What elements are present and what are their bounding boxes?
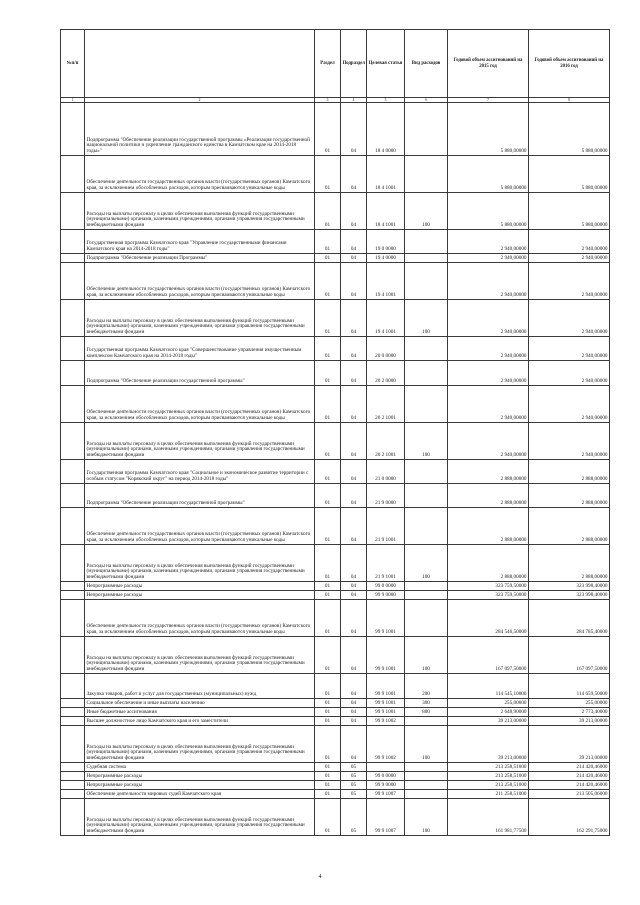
row-amount-2015: 161 981,77500	[448, 799, 529, 836]
row-name: Обеспечение деятельности мировых судей Камчатского края	[85, 790, 315, 799]
page-number: 4	[318, 874, 322, 880]
row-amount-2015: 5 880,00000	[448, 156, 529, 193]
row-expense-type: 300	[405, 699, 448, 708]
row-amount-2015: 2 940,00000	[448, 361, 529, 386]
row-amount-2015: 213 258,51000	[448, 763, 529, 772]
row-number	[61, 254, 85, 263]
table-row	[61, 103, 610, 156]
row-amount-2016: 2 940,00000	[529, 337, 610, 361]
row-number	[61, 799, 85, 836]
row-razdel: 01	[315, 484, 341, 508]
budget-table	[60, 29, 610, 836]
row-name: Непрограммные расходы	[85, 781, 315, 790]
row-razdel: 01	[315, 799, 341, 836]
row-target-article: 99 9 0000	[367, 781, 405, 790]
table-row	[61, 674, 610, 699]
row-name: Расходы на выплаты персоналу в целях обеспечения выполнения функций государственными (муниципальными) органами, казенными учреждениями, органами управления государственными внебюджетными фондами	[85, 637, 315, 674]
row-razdel: 01	[315, 263, 341, 300]
row-target-article: 99 9 1001	[367, 708, 405, 717]
row-podrazdel: 04	[341, 386, 367, 423]
row-name: Государственная программа Камчатского края "Управление государственными финансами Камчатского края на 2014-2018 годы"	[85, 230, 315, 254]
row-podrazdel: 04	[341, 674, 367, 699]
row-expense-type: 100	[405, 726, 448, 763]
row-name: Высшее должностное лицо Камчатского края и его заместители	[85, 717, 315, 726]
row-podrazdel: 05	[341, 763, 367, 772]
row-amount-2016: 2 940,00000	[529, 300, 610, 337]
row-name: Обеспечение деятельности государственных органов власти (государственных органов) Камчатского края, за исключением обособленных расходов, которым присваиваются уникальные коды	[85, 508, 315, 545]
row-amount-2015: 213 258,51000	[448, 781, 529, 790]
row-amount-2015: 2 940,00000	[448, 423, 529, 460]
header-expense-type: Вид расходов	[405, 30, 448, 98]
row-amount-2015: 323 759,50000	[448, 591, 529, 600]
row-podrazdel: 04	[341, 361, 367, 386]
row-expense-type: 800	[405, 708, 448, 717]
row-amount-2015: 2 940,00000	[448, 337, 529, 361]
row-name: Судебная система	[85, 763, 315, 772]
row-number	[61, 790, 85, 799]
row-podrazdel: 04	[341, 337, 367, 361]
row-amount-2015: 2 888,00000	[448, 545, 529, 582]
row-number	[61, 103, 85, 156]
row-target-article: 99 9 1001	[367, 600, 405, 637]
column-number: 7	[448, 98, 529, 103]
header-name	[85, 30, 315, 98]
row-podrazdel: 04	[341, 300, 367, 337]
row-amount-2015: 284 546,50000	[448, 600, 529, 637]
row-number	[61, 508, 85, 545]
row-expense-type	[405, 484, 448, 508]
row-amount-2016: 2 940,00000	[529, 361, 610, 386]
row-number	[61, 726, 85, 763]
row-razdel: 01	[315, 156, 341, 193]
table-row	[61, 763, 610, 772]
row-expense-type: 100	[405, 300, 448, 337]
table-row	[61, 799, 610, 836]
row-name: Обеспечение деятельности государственных органов власти (государственных органов) Камчатского края, за исключением обособленных расходов, которым присваиваются уникальные коды	[85, 263, 315, 300]
table-row	[61, 193, 610, 230]
row-target-article: 18 4 0000	[367, 103, 405, 156]
row-number	[61, 230, 85, 254]
row-amount-2016: 323 998,40000	[529, 582, 610, 591]
row-name: Расходы на выплаты персоналу в целях обеспечения выполнения функций государственными (муниципальными) органами, казенными учреждениями, органами управления государственными внебюджетными фондами	[85, 545, 315, 582]
row-amount-2016: 2 940,00000	[529, 254, 610, 263]
row-name: Подпрограмма "Обеспечение реализации государственной программы «Реализация государственной национальной политики и укрепление гражданского единства в Камчатском крае на 2014-2018 годы»"	[85, 103, 315, 156]
row-number	[61, 545, 85, 582]
row-expense-type: 100	[405, 545, 448, 582]
row-expense-type	[405, 772, 448, 781]
row-amount-2016: 214 420,46000	[529, 781, 610, 790]
row-name: Обеспечение деятельности государственных органов власти (государственных органов) Камчатского края, за исключением обособленных расходов, которым присваиваются уникальные коды	[85, 600, 315, 637]
row-name: Расходы на выплаты персоналу в целях обеспечения выполнения функций государственными (муниципальными) органами, казенными учреждениями, органами управления государственными внебюджетными фондами	[85, 300, 315, 337]
row-expense-type: 100	[405, 193, 448, 230]
row-razdel: 01	[315, 254, 341, 263]
row-number	[61, 600, 85, 637]
row-podrazdel: 04	[341, 193, 367, 230]
row-amount-2016: 5 880,00000	[529, 193, 610, 230]
row-amount-2015: 114 545,10000	[448, 674, 529, 699]
row-number	[61, 708, 85, 717]
column-number: 8	[529, 98, 610, 103]
row-target-article: 20 0 0000	[367, 337, 405, 361]
row-expense-type	[405, 600, 448, 637]
row-razdel: 01	[315, 772, 341, 781]
row-amount-2016: 2 940,00000	[529, 230, 610, 254]
column-number: 1	[61, 98, 85, 103]
header-target-article: Целевая статья	[367, 30, 405, 98]
row-razdel: 01	[315, 193, 341, 230]
row-expense-type	[405, 103, 448, 156]
row-number	[61, 591, 85, 600]
table-row	[61, 545, 610, 582]
row-podrazdel: 04	[341, 484, 367, 508]
table-row	[61, 772, 610, 781]
row-podrazdel: 05	[341, 772, 367, 781]
row-target-article: 20 2 1001	[367, 386, 405, 423]
column-number: 6	[405, 98, 448, 103]
row-name: Расходы на выплаты персоналу в целях обеспечения выполнения функций государственными (муниципальными) органами, казенными учреждениями, органами управления государственными внебюджетными фондами	[85, 726, 315, 763]
row-amount-2016: 114 659,50000	[529, 674, 610, 699]
row-razdel: 01	[315, 717, 341, 726]
row-razdel: 01	[315, 637, 341, 674]
row-amount-2016: 2 940,00000	[529, 386, 610, 423]
row-target-article: 21 9 0000	[367, 484, 405, 508]
row-number	[61, 781, 85, 790]
row-podrazdel: 04	[341, 591, 367, 600]
row-target-article: 99 9 1002	[367, 717, 405, 726]
table-row	[61, 361, 610, 386]
row-target-article: 99 9 1007	[367, 799, 405, 836]
row-razdel: 01	[315, 781, 341, 790]
row-number	[61, 637, 85, 674]
row-amount-2016: 284 785,40000	[529, 600, 610, 637]
row-expense-type	[405, 460, 448, 484]
row-expense-type	[405, 790, 448, 799]
row-expense-type: 100	[405, 637, 448, 674]
table-row	[61, 300, 610, 337]
row-amount-2015: 5 880,00000	[448, 103, 529, 156]
row-podrazdel: 04	[341, 717, 367, 726]
row-amount-2015: 2 940,00000	[448, 386, 529, 423]
row-razdel: 01	[315, 545, 341, 582]
row-number	[61, 156, 85, 193]
row-target-article: 19 0 0000	[367, 230, 405, 254]
row-target-article: 18 4 1001	[367, 156, 405, 193]
row-amount-2016: 2 888,00000	[529, 484, 610, 508]
table-row	[61, 790, 610, 799]
row-target-article: 99 9 0000	[367, 591, 405, 600]
row-expense-type	[405, 337, 448, 361]
row-amount-2016: 2 940,00000	[529, 263, 610, 300]
row-amount-2016: 2 888,00000	[529, 460, 610, 484]
row-amount-2016: 323 998,40000	[529, 591, 610, 600]
row-amount-2015: 323 759,50000	[448, 582, 529, 591]
row-target-article: 99 9 1001	[367, 637, 405, 674]
row-podrazdel: 04	[341, 637, 367, 674]
row-number	[61, 193, 85, 230]
row-podrazdel: 05	[341, 781, 367, 790]
row-number	[61, 484, 85, 508]
row-podrazdel: 04	[341, 600, 367, 637]
row-name: Подпрограмма "Обеспечение реализации государственной программы"	[85, 361, 315, 386]
row-name: Подпрограмма "Обеспечение реализации Программы"	[85, 254, 315, 263]
row-amount-2016: 255,00000	[529, 699, 610, 708]
row-amount-2016: 2 888,00000	[529, 545, 610, 582]
row-expense-type	[405, 763, 448, 772]
row-amount-2015: 167 097,50000	[448, 637, 529, 674]
row-amount-2015: 2 888,00000	[448, 508, 529, 545]
row-podrazdel: 04	[341, 460, 367, 484]
row-target-article	[367, 763, 405, 772]
row-expense-type: 200	[405, 674, 448, 699]
column-number: 2	[85, 98, 315, 103]
row-razdel: 01	[315, 300, 341, 337]
row-razdel: 01	[315, 763, 341, 772]
row-amount-2016: 39 213,00000	[529, 717, 610, 726]
row-razdel: 01	[315, 674, 341, 699]
row-podrazdel: 05	[341, 799, 367, 836]
row-amount-2016: 5 880,00000	[529, 103, 610, 156]
row-expense-type	[405, 717, 448, 726]
row-number	[61, 772, 85, 781]
header-razdel: Раздел	[315, 30, 341, 98]
row-razdel: 01	[315, 508, 341, 545]
table-row	[61, 781, 610, 790]
row-amount-2016: 214 420,46000	[529, 763, 610, 772]
row-amount-2015: 5 880,00000	[448, 193, 529, 230]
row-target-article: 99 0 0000	[367, 582, 405, 591]
row-target-article: 99 9 1001	[367, 674, 405, 699]
row-amount-2015: 211 258,51000	[448, 790, 529, 799]
table-row	[61, 699, 610, 708]
row-podrazdel: 04	[341, 230, 367, 254]
row-razdel: 01	[315, 591, 341, 600]
table-row	[61, 508, 610, 545]
row-razdel: 01	[315, 230, 341, 254]
table-row	[61, 717, 610, 726]
row-razdel: 01	[315, 460, 341, 484]
row-podrazdel: 04	[341, 726, 367, 763]
row-name: Обеспечение деятельности государственных органов власти (государственных органов) Камчатского края, за исключением обособленных расходов, которым присваиваются уникальные коды	[85, 156, 315, 193]
table-row	[61, 263, 610, 300]
row-podrazdel: 04	[341, 708, 367, 717]
row-podrazdel: 04	[341, 103, 367, 156]
row-target-article: 18 4 1001	[367, 193, 405, 230]
header-podrazdel: Подраздел	[341, 30, 367, 98]
row-name: Государственная программа Камчатского края "Социальное и экономическое развитие территории с особым статусом "Корякский округ" на период 2014-2018 годы"	[85, 460, 315, 484]
row-expense-type	[405, 386, 448, 423]
row-amount-2015: 2 888,00000	[448, 484, 529, 508]
row-amount-2015: 2 888,00000	[448, 460, 529, 484]
row-podrazdel: 04	[341, 254, 367, 263]
row-razdel: 01	[315, 361, 341, 386]
table-row	[61, 582, 610, 591]
table-row	[61, 254, 610, 263]
row-name: Расходы на выплаты персоналу в целях обеспечения выполнения функций государственными (муниципальными) органами, казенными учреждениями, органами управления государственными внебюджетными фондами	[85, 423, 315, 460]
row-podrazdel: 04	[341, 545, 367, 582]
row-razdel: 01	[315, 582, 341, 591]
row-target-article: 21 9 1001	[367, 545, 405, 582]
row-podrazdel: 04	[341, 582, 367, 591]
header-amount-2016: Годовой объем ассигнований на 2016 год	[529, 30, 610, 98]
row-name: Непрограммные расходы	[85, 591, 315, 600]
row-amount-2015: 39 213,00000	[448, 717, 529, 726]
row-number	[61, 361, 85, 386]
row-number	[61, 386, 85, 423]
row-number	[61, 460, 85, 484]
row-expense-type	[405, 361, 448, 386]
row-podrazdel: 04	[341, 263, 367, 300]
row-amount-2016: 39 213,00000	[529, 726, 610, 763]
row-number	[61, 763, 85, 772]
row-razdel: 01	[315, 337, 341, 361]
header-amount-2015: Годовой объем ассигнований на 2015 год	[448, 30, 529, 98]
row-target-article: 20 2 1001	[367, 423, 405, 460]
table-row	[61, 230, 610, 254]
row-expense-type	[405, 781, 448, 790]
table-row	[61, 600, 610, 637]
row-expense-type	[405, 591, 448, 600]
row-expense-type	[405, 508, 448, 545]
table-row	[61, 386, 610, 423]
row-amount-2016: 2 773,40000	[529, 708, 610, 717]
table-row	[61, 460, 610, 484]
row-target-article: 21 0 0000	[367, 460, 405, 484]
row-razdel: 01	[315, 708, 341, 717]
row-amount-2016: 162 291,75000	[529, 799, 610, 836]
column-number: 5	[367, 98, 405, 103]
row-name: Расходы на выплаты персоналу в целях обеспечения выполнения функций государственными (муниципальными) органами, казенными учреждениями, органами управления государственными внебюджетными фондами	[85, 799, 315, 836]
table-row	[61, 484, 610, 508]
row-expense-type: 100	[405, 423, 448, 460]
row-expense-type	[405, 263, 448, 300]
table-header-row	[61, 30, 610, 98]
row-target-article: 20 2 0000	[367, 361, 405, 386]
row-number	[61, 263, 85, 300]
row-amount-2015: 2 940,00000	[448, 300, 529, 337]
row-name: Непрограммные расходы	[85, 582, 315, 591]
row-razdel: 01	[315, 386, 341, 423]
row-razdel: 01	[315, 699, 341, 708]
row-name: Социальное обеспечение и иные выплаты населению	[85, 699, 315, 708]
row-number	[61, 717, 85, 726]
row-expense-type	[405, 230, 448, 254]
table-row	[61, 156, 610, 193]
row-target-article: 21 9 1001	[367, 508, 405, 545]
row-target-article: 19 4 1001	[367, 300, 405, 337]
row-target-article: 19 4 0000	[367, 254, 405, 263]
row-amount-2015: 2 940,00000	[448, 230, 529, 254]
row-target-article: 99 9 1002	[367, 726, 405, 763]
row-expense-type	[405, 582, 448, 591]
row-amount-2015: 255,00000	[448, 699, 529, 708]
row-amount-2016: 5 880,00000	[529, 156, 610, 193]
row-name: Закупка товаров, работ и услуг для государственных (муниципальных) нужд	[85, 674, 315, 699]
table-row	[61, 637, 610, 674]
row-podrazdel: 04	[341, 699, 367, 708]
column-number: 3	[315, 98, 341, 103]
row-expense-type: 100	[405, 799, 448, 836]
row-target-article: 19 4 1001	[367, 263, 405, 300]
row-razdel: 01	[315, 103, 341, 156]
row-podrazdel: 05	[341, 790, 367, 799]
row-number	[61, 423, 85, 460]
row-amount-2015: 39 213,00000	[448, 726, 529, 763]
row-number	[61, 582, 85, 591]
row-expense-type	[405, 156, 448, 193]
row-amount-2015: 213 258,51000	[448, 772, 529, 781]
row-target-article: 99 9 1001	[367, 699, 405, 708]
column-number: 4	[341, 98, 367, 103]
row-podrazdel: 04	[341, 423, 367, 460]
table-row	[61, 423, 610, 460]
row-name: Государственная программа Камчатского края "Совершенствование управления имущественным комплексом Камчатского края на 2014-2018 годы"	[85, 337, 315, 361]
header-no: №п/п	[61, 30, 85, 98]
row-podrazdel: 04	[341, 508, 367, 545]
table-row	[61, 591, 610, 600]
row-amount-2015: 2 648,90000	[448, 708, 529, 717]
row-number	[61, 300, 85, 337]
row-expense-type	[405, 254, 448, 263]
table-row	[61, 337, 610, 361]
table-row	[61, 708, 610, 717]
table-body	[61, 103, 610, 836]
row-name: Расходы на выплаты персоналу в целях обеспечения выполнения функций государственными (муниципальными) органами, казенными учреждениями, органами управления государственными внебюджетными фондами	[85, 193, 315, 230]
row-number	[61, 674, 85, 699]
row-target-article: 99 9 1007	[367, 790, 405, 799]
row-number	[61, 337, 85, 361]
row-podrazdel: 04	[341, 156, 367, 193]
row-number	[61, 699, 85, 708]
row-amount-2015: 2 940,00000	[448, 254, 529, 263]
row-razdel: 01	[315, 600, 341, 637]
row-amount-2015: 2 940,00000	[448, 263, 529, 300]
row-name: Подпрограмма "Обеспечение реализации государственной программы"	[85, 484, 315, 508]
table-row	[61, 726, 610, 763]
row-razdel: 01	[315, 790, 341, 799]
row-name: Обеспечение деятельности государственных органов власти (государственных органов) Камчатского края, за исключением обособленных расходов, которым присваиваются уникальные коды	[85, 386, 315, 423]
row-razdel: 01	[315, 726, 341, 763]
row-amount-2016: 2 888,00000	[529, 508, 610, 545]
row-target-article: 99 0 0000	[367, 772, 405, 781]
row-amount-2016: 167 097,50000	[529, 637, 610, 674]
row-amount-2016: 2 940,00000	[529, 423, 610, 460]
row-amount-2016: 214 420,46000	[529, 772, 610, 781]
row-amount-2016: 213 505,06000	[529, 790, 610, 799]
row-name: Иные бюджетные ассигнования	[85, 708, 315, 717]
row-name: Непрограммные расходы	[85, 772, 315, 781]
row-razdel: 01	[315, 423, 341, 460]
